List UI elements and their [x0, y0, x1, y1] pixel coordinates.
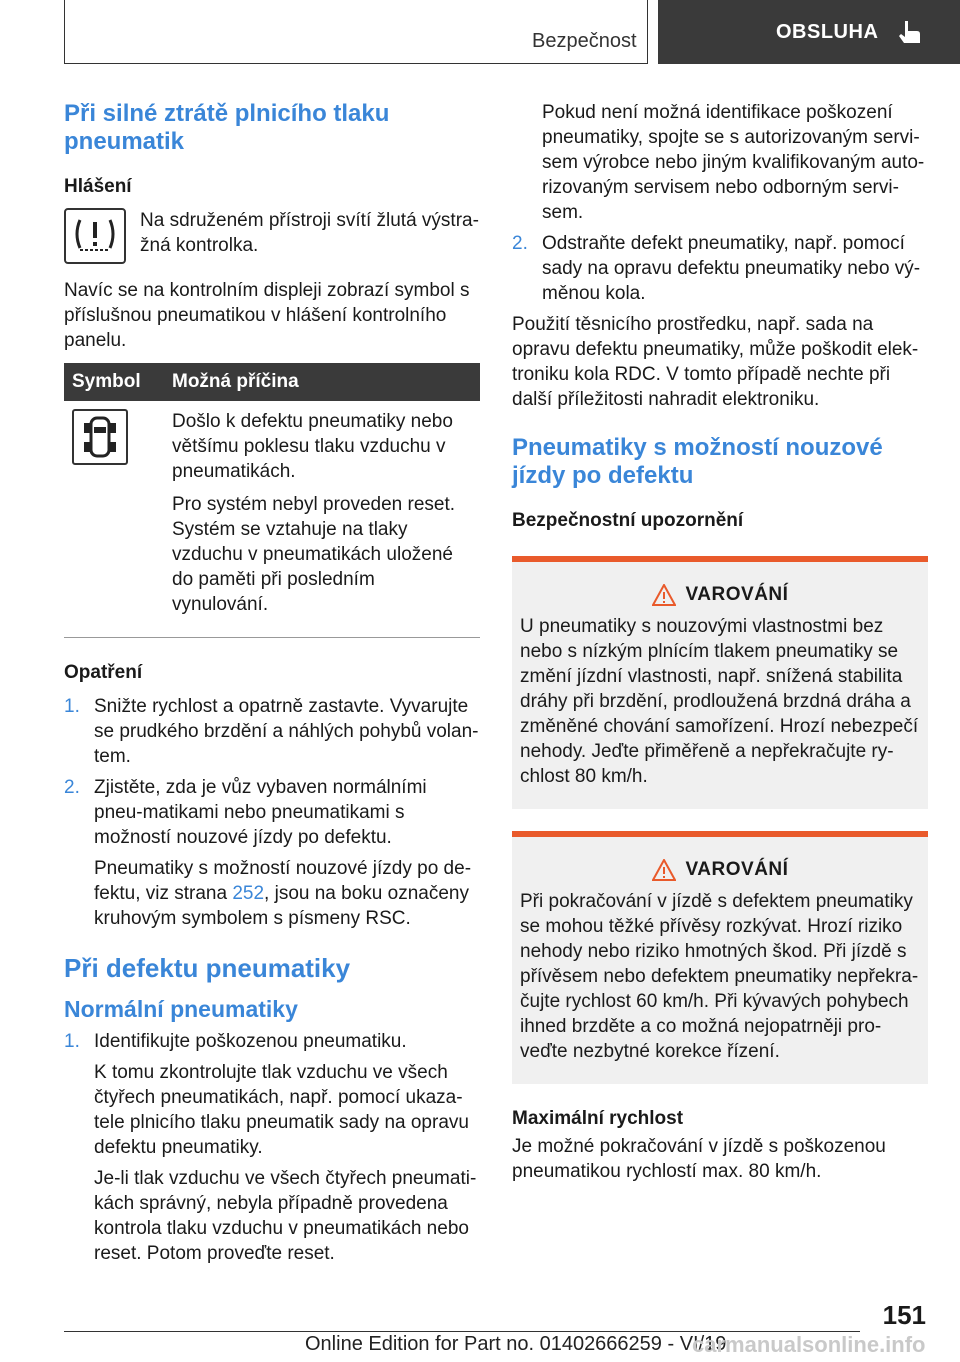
max-speed-label: Maximální rychlost: [512, 1108, 684, 1129]
warning-box-1: [512, 556, 928, 809]
list-item: 2. Zjistěte, zda je vůz vybaven normálními pneu-matikami nebo pneumatikami s možností nouzové jízdy po defektu. Pneumatiky s možností nouzové jízdy po de-fektu, viz strana 252, jsou na boku označeny kruhovým symbolem s písmeny RSC.: [64, 775, 480, 931]
tire-pressure-warning-icon: [64, 208, 126, 264]
left-column: [64, 100, 480, 1272]
normal-steps: [64, 1029, 480, 1266]
warning-box-2: [512, 831, 928, 1084]
pointing-hand-icon: [896, 19, 922, 45]
section-title: Při silné ztrátě plnicího tlaku pneumatik: [64, 100, 390, 155]
safety-label: Bezpečnostní upozornění: [512, 510, 744, 531]
display-text: Navíc se na kontrolním displeji zobrazí symbol s příslušnou pneumatikou v hlášení kontrolního panelu.: [64, 280, 470, 351]
warning-text: Při pokračování v jízdě s defektem pneumatiky se mohou těžké přívěsy rozkývat. Hrozí riziko nehody nebo riziko hmotných škod. Při jízdě s přívěsem nebo defektem pneumatiky nepřekra-čujte rychlost 60 km/h. Při kývavých pohybech ihned brzděte a co možná nejopatrněji pro-veďte nezbytné korekce řízení.: [520, 891, 919, 1062]
right-column: [512, 100, 928, 1192]
continued-text: Pokud není možná identifikace poškození pneumatiky, spojte se s autorizovaným servi-sem výrobce nebo jiným kvalifikovaným auto-rizovaným servisem nebo odborným servi-sem.: [542, 102, 925, 223]
runflat-reference: Pneumatiky s možností nouzové jízdy po de-fektu, viz strana 252, jsou na boku označeny kruhovým symbolem s písmeny RSC.: [94, 858, 472, 929]
table-header-cause: Možná příčina: [164, 363, 480, 401]
measures-label: Opatření: [64, 662, 143, 683]
table-row: [64, 401, 480, 638]
warning-triangle-icon: [652, 584, 676, 606]
cause-text-1: Došlo k defektu pneumatiky nebo většímu poklesu tlaku vzduchu v pneumatikách.: [172, 411, 453, 482]
car-tire-symbol-icon: [72, 409, 128, 465]
footer-edition: Online Edition for Part no. 01402666259 - VI/19: [305, 1333, 727, 1355]
warning-title: VAROVÁNÍ: [685, 584, 789, 605]
header-chapter-tab: [658, 0, 960, 64]
list-item: 1. Identifikujte poškozenou pneumatiku. K tomu zkontrolujte tlak vzduchu ve všech čtyřech pneumatikách, např. pomocí ukaza-tele plnicího tlaku pneumatik sady na opravu defektu pneumatiky. Je-li tlak vzduchu ve všech čtyřech pneumati-kách správný, nebyla případně provedena kontrola tlaku vzduchu v pneumatikách nebo reset. Potom proveďte reset.: [64, 1031, 477, 1264]
header-section: Bezpečnost: [532, 30, 637, 52]
runflat-title: Pneumatiky s možností nouzové jízdy po defektu: [512, 434, 883, 489]
header-chapter-label: OBSLUHA: [776, 20, 879, 43]
max-speed-text: Je možné pokračování v jízdě s poškozenou pneumatikou rychlostí max. 80 km/h.: [512, 1136, 886, 1182]
page-number: 151: [882, 1300, 926, 1330]
sealant-text: Použití těsnicího prostředku, např. sada na opravu defektu pneumatiky, může poškodit elek-troniku kola RDC. V tomto případě nechte při další příležitosti nahradit elektroniku.: [512, 314, 919, 410]
cause-text-2: Pro systém nebyl proveden reset. Systém se vztahuje na tlaky vzduchu v pneumatikách uložené do paměti při posledním vynulování.: [172, 494, 456, 615]
warning-title: VAROVÁNÍ: [685, 859, 789, 880]
list-item: 2. Odstraňte defekt pneumatiky, např. pomocí sady na opravu defektu pneumatiky nebo vý-měnou kola.: [512, 233, 921, 304]
measures-steps: [64, 694, 480, 931]
footer-watermark: carmanualsonline.info: [692, 1332, 926, 1357]
list-item: 1. Snižte rychlost a opatrně zastavte. Vyvarujte se prudkého brzdění a náhlých pohybů volan-tem.: [64, 696, 479, 767]
defect-title: Při defektu pneumatiky: [64, 953, 351, 983]
warning-lamp-text: Na sdruženém přístroji svítí žlutá výstra-žná kontrolka.: [140, 210, 479, 256]
warning-triangle-icon: [652, 859, 676, 881]
warning-lamp-row: [64, 208, 480, 266]
list-item: [512, 100, 928, 225]
continued-steps: [512, 100, 928, 306]
warning-text: U pneumatiky s nouzovými vlastnostmi bez nebo s nízkým plnícím tlakem pneumatiky se změní jízdní vlastnosti, např. snížená stabilita dráhy při brzdění, prodloužená brzdná dráha a změněné chování samořízení. Hrozí nebezpečí nehody. Jeďte přiměřeně a nepřekračujte ry-chlost 80 km/h.: [520, 616, 919, 787]
normal-tires-title: Normální pneumatiky: [64, 996, 298, 1022]
page-link[interactable]: 252: [232, 883, 265, 904]
table-header-symbol: Symbol: [64, 363, 164, 401]
symbol-table: [64, 363, 480, 638]
message-label: Hlášení: [64, 176, 132, 197]
